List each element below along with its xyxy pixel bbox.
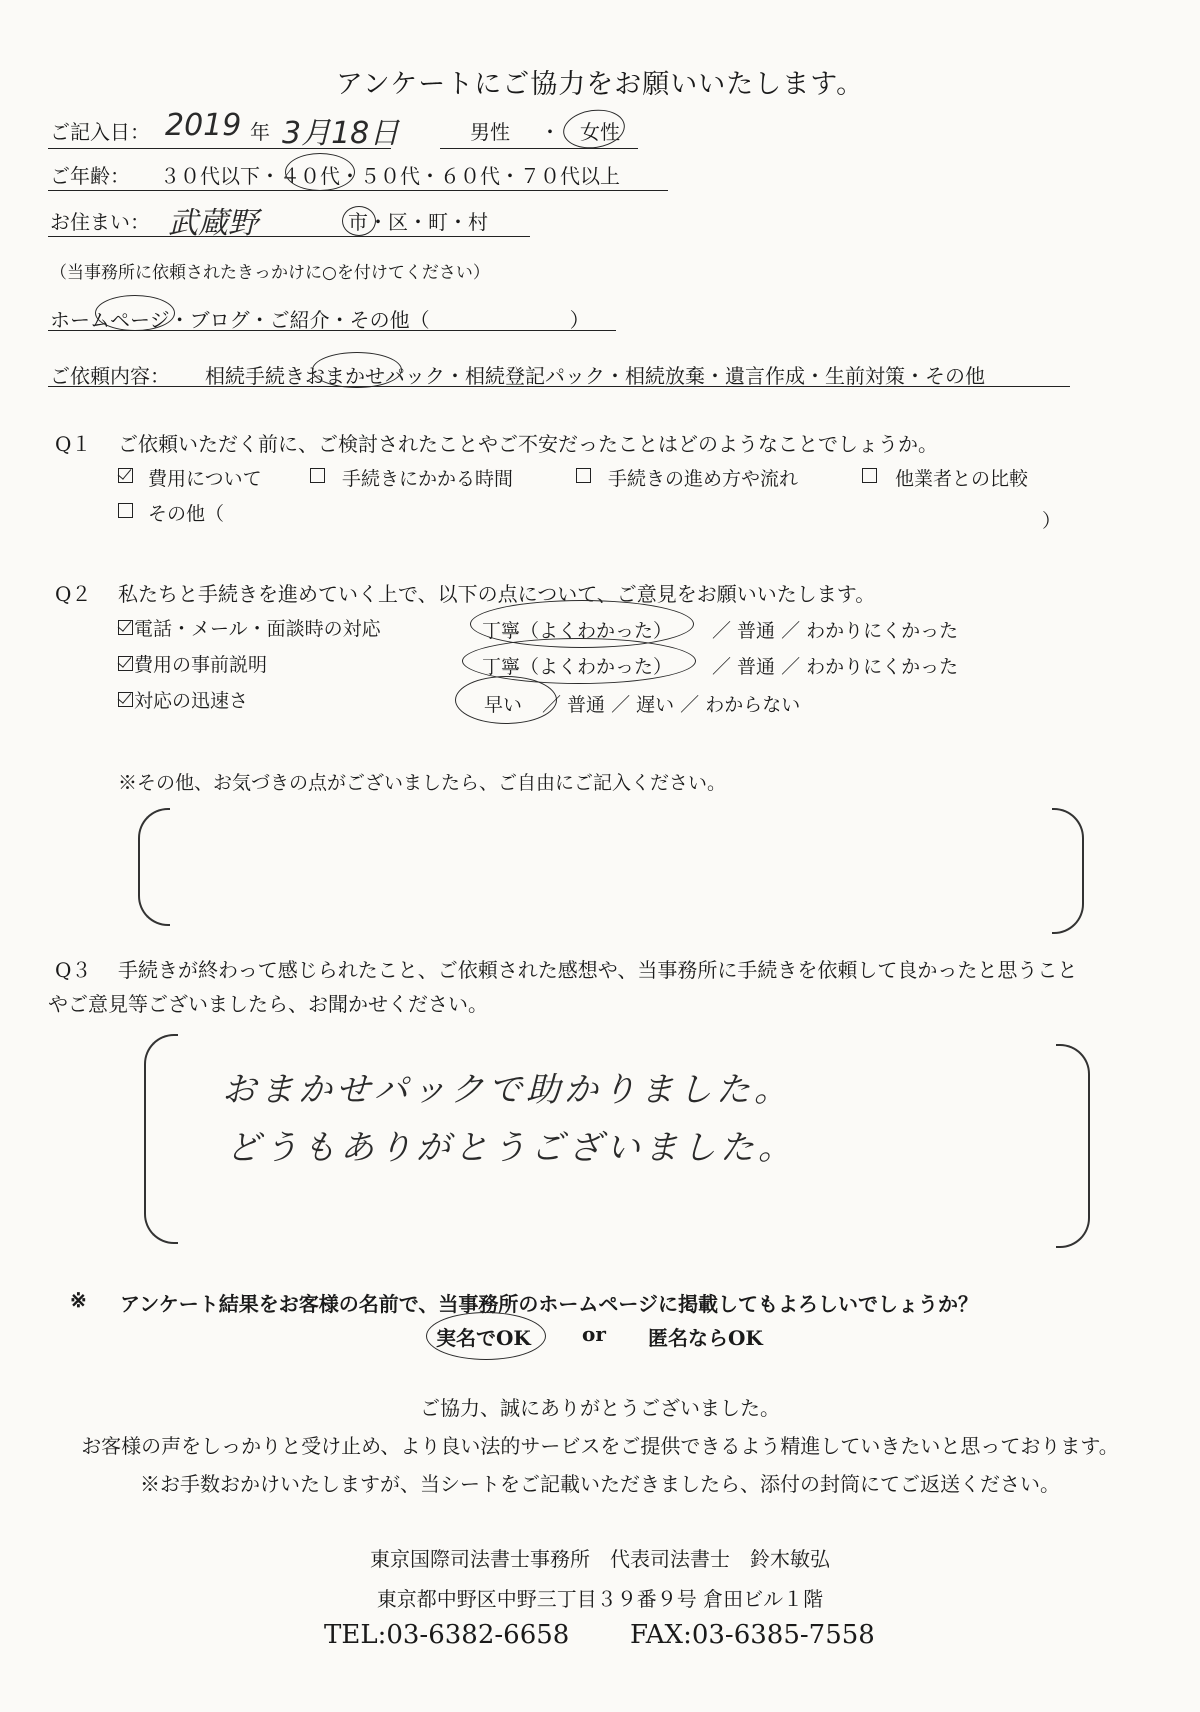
trigger-circle [95,295,175,331]
entry-date-label: ご記入日： [50,120,150,144]
q1-opt5-close: ） [1042,510,1062,532]
entry-year-unit: 年 [250,120,270,144]
q2-r3-checkbox[interactable] [118,692,133,707]
page-title: アンケートにご協力をお願いいたします。 [335,69,865,100]
q2-r1-checkbox[interactable] [118,620,133,635]
q2-number: Q２ [55,582,92,606]
gender-female: 女性 [580,120,620,144]
gender-circle [561,106,628,152]
q3-answer-right-bracket [1056,1044,1090,1248]
q2-text: 私たちと手続きを進めていく上で、以下の点について、ご意見をお願いいたします。 [118,582,876,606]
residence-value: 武蔵野 [168,206,258,241]
publish-or: or [582,1322,606,1346]
q1-opt5-label: その他（ [148,503,225,525]
thanks-line-2: お客様の声をしっかりと受け止め、より良い法的サービスをご提供できるよう精進していきたいと思っております。 [81,1434,1119,1458]
q3-answer-line-2: どうもありがとうございました。 [226,1128,796,1168]
q2-r2-rest: ／ 普通 ／ わかりにくかった [712,656,959,678]
q2-r1-label: 電話・メール・面談時の対応 [134,618,381,640]
q2-r1-answer: 丁寧（よくわかった） [482,620,673,642]
office-address: 東京都中野区中野三丁目３９番９号 倉田ビル１階 [376,1587,824,1611]
q1-opt5-checkbox[interactable] [118,503,133,518]
residence-label: お住まい： [50,210,150,234]
residence-circle [342,206,376,236]
age-label: ご年齢： [50,164,130,188]
office-fax: FAX:03-6385-7558 [630,1620,875,1650]
q2-r2-checkbox[interactable] [118,656,133,671]
q3-answer-left-bracket [144,1034,178,1244]
q1-opt2-checkbox[interactable] [310,468,325,483]
gender-male: 男性 [470,120,510,144]
publish-real-name-circle [426,1312,546,1360]
thanks-line-1: ご協力、誠にありがとうございました。 [420,1396,780,1420]
q2-r3-rest: ／ 普通 ／ 遅い ／ わからない [542,694,801,716]
q2-r1-rest: ／ 普通 ／ わかりにくかった [712,620,959,642]
q3-answer-line-1: おまかせパックで助かりました。 [222,1070,792,1110]
age-options: ３０代以下・４０代・５０代・６０代・７０代以上 [160,164,620,188]
q1-opt4-label: 他業者との比較 [895,468,1029,490]
q2-r3-label: 対応の迅速さ [134,690,249,712]
q1-opt2-label: 手続きにかかる時間 [342,468,514,490]
q2-comment-left-bracket [138,808,170,926]
q2-comment-right-bracket [1052,808,1084,934]
trigger-options: ホームページ・ブログ・ご紹介・その他（ ） [50,308,590,332]
request-label: ご依頼内容： [50,364,170,388]
q1-number: Q１ [55,432,92,456]
trigger-note: （当事務所に依頼されたきっかけに○を付けてください） [50,263,490,283]
q2-r3-answer: 早い [484,694,523,716]
request-options: 相続手続きおまかせパック・相続登記パック・相続放棄・遺言作成・生前対策・その他 [205,364,985,388]
office-tel: TEL:03-6382-6658 [324,1620,570,1650]
q1-opt3-label: 手続きの進め方や流れ [608,468,799,490]
office-name: 東京国際司法書士事務所 代表司法書士 鈴木敏弘 [370,1547,830,1571]
q1-opt3-checkbox[interactable] [576,468,591,483]
gender-sep: ・ [540,120,560,144]
q3-text-1: 手続きが終わって感じられたこと、ご依頼された感想や、当事務所に手続きを依頼して良かったと思うこと [118,958,1078,982]
publish-question: アンケート結果をお客様の名前で、当事務所のホームページに掲載してもよろしいでしょうか？ [120,1292,978,1316]
q1-text: ご依頼いただく前に、ご検討されたことやご不安だったことはどのようなことでしょうか。 [118,432,938,456]
q1-opt1-label: 費用について [148,468,262,490]
q3-text-2: やご意見等ございましたら、お聞かせください。 [48,992,488,1016]
publish-option-real-name[interactable]: 実名でOK [436,1326,531,1350]
q1-opt4-checkbox[interactable] [862,468,877,483]
q2-r2-answer: 丁寧（よくわかった） [482,656,673,678]
q2-other-note: ※その他、お気づきの点がございましたら、ご自由にご記入ください。 [118,772,727,794]
thanks-line-3: ※お手数おかけいたしますが、当シートをご記載いただきましたら、添付の封筒にてご返送ください。 [140,1472,1060,1496]
entry-year: 2019 [165,108,242,143]
q1-opt1-checkbox[interactable] [118,468,133,483]
entry-month-day: 3月18日 [282,116,400,151]
q2-r2-label: 費用の事前説明 [134,654,268,676]
request-circle [312,352,402,388]
residence-options: 市・区・町・村 [348,210,488,234]
q3-number: Q３ [55,958,92,982]
publish-option-anonymous[interactable]: 匿名ならOK [648,1326,763,1350]
age-circle [285,153,355,191]
publish-mark: ※ [70,1288,87,1312]
